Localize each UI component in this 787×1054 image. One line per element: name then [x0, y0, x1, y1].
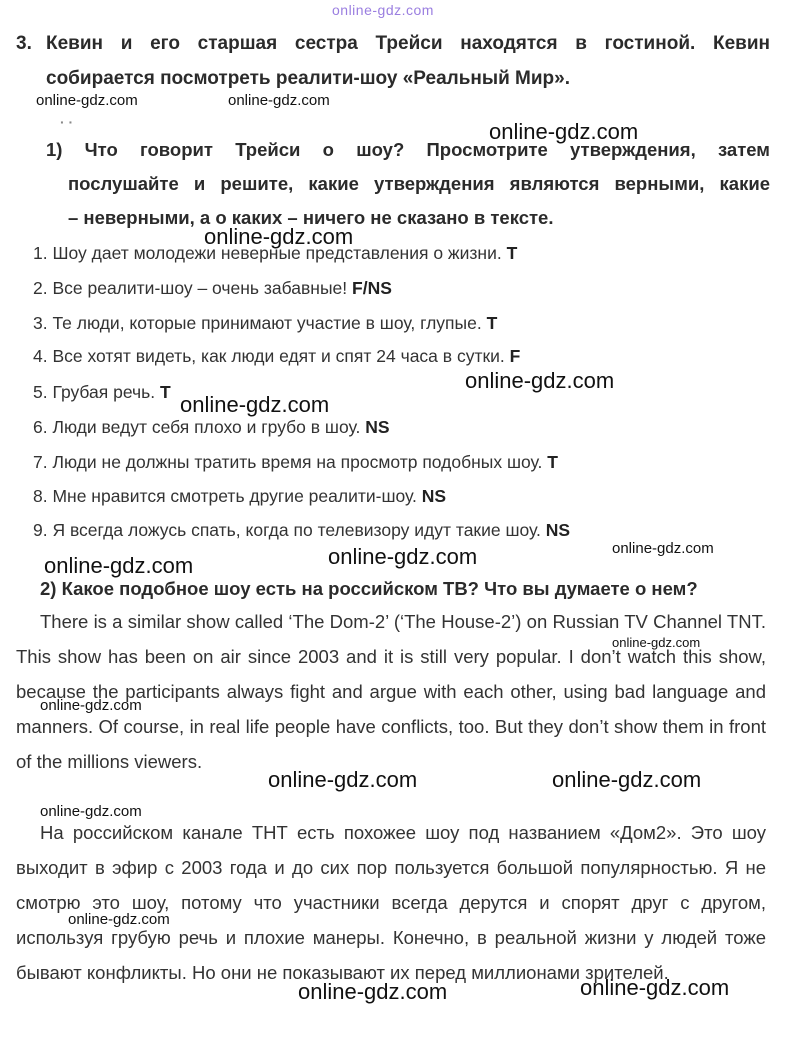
task-number: 3.	[16, 33, 32, 54]
answer-badge: T	[547, 452, 558, 472]
watermark: online-gdz.com	[40, 697, 142, 714]
list-item: 1. Шоу дает молодежи неверные представления о жизни. T	[33, 243, 518, 263]
list-item: 8. Мне нравится смотреть другие реалити-шоу. NS	[33, 486, 447, 506]
answer-badge: T	[159, 382, 171, 402]
answer-badge: T	[506, 243, 518, 263]
task-heading-line1: Кевин и его старшая сестра Трейси находятся в гостиной. Кевин	[46, 33, 770, 54]
question-2: 2) Какое подобное шоу есть на российском ТВ? Что вы думаете о нем?	[40, 578, 698, 599]
watermark: online-gdz.com	[552, 767, 702, 792]
english-answer-paragraph: There is a similar show called ‘The Dom-2’ (‘The House-2’) on Russian TV Channel TNT. This show has been on air since 2003 and it is still very popular. I don’t watch this show, because the participants always fight and argue with each other, using bad language and manners. Of course, in real life people have conflicts, too. But they don’t show them in front of the millions viewers.	[16, 611, 766, 772]
list-item: 7. Люди не должны тратить время на просмотр подобных шоу. T	[33, 452, 558, 472]
watermark: online-gdz.com	[298, 979, 448, 1004]
list-item: 2. Все реалити-шоу – очень забавные! F/NS	[33, 278, 392, 298]
answer-badge: F/NS	[352, 278, 392, 298]
list-item: 6. Люди ведут себя плохо и грубо в шоу. NS	[33, 417, 390, 437]
answer-badge: NS	[545, 520, 571, 540]
list-item: 4. Все хотят видеть, как люди едят и спят 24 часа в сутки. F	[33, 346, 521, 366]
question-1-line2: послушайте и решите, какие утверждения являются верными, какие	[68, 173, 770, 194]
watermark: online-gdz.com	[612, 635, 701, 650]
list-item: 5. Грубая речь. T	[33, 382, 171, 402]
watermark: online-gdz.com	[68, 911, 170, 928]
watermark: online-gdz.com	[44, 553, 194, 578]
list-item: 9. Я всегда ложусь спать, когда по телевизору идут такие шоу. NS	[33, 520, 571, 540]
watermark: online-gdz.com	[489, 119, 639, 144]
watermark: online-gdz.com	[40, 803, 142, 820]
answer-badge: NS	[365, 417, 390, 437]
task-heading-line2: собирается посмотреть реалити-шоу «Реальный Мир».	[46, 68, 571, 89]
watermark-top: online-gdz.com	[332, 2, 434, 18]
watermark: online-gdz.com	[204, 224, 354, 249]
watermark: online-gdz.com	[36, 92, 138, 109]
answer-badge: F	[509, 346, 521, 366]
watermark: online-gdz.com	[268, 767, 418, 792]
watermark: online-gdz.com	[328, 544, 478, 569]
decorative-dots: · ·	[60, 114, 74, 130]
answer-badge: T	[486, 313, 498, 333]
watermark: online-gdz.com	[228, 92, 330, 109]
watermark: online-gdz.com	[612, 540, 714, 557]
list-item: 3. Те люди, которые принимают участие в шоу, глупые. T	[33, 313, 498, 333]
watermark: online-gdz.com	[580, 975, 730, 1000]
watermark: online-gdz.com	[180, 392, 330, 417]
watermark: online-gdz.com	[465, 368, 615, 393]
russian-answer-paragraph: На российском канале ТНТ есть похожее шоу под названием «Дом2». Это шоу выходит в эфир с 2003 года и до сих пор пользуется большой популярностью. Я не смотрю это шоу, потому что участники всегда дерутся и спорят друг с другом, используя грубую речь и плохие манеры. Конечно, в реальной жизни у людей тоже бывают конфликты. Но они не показывают их перед миллионами зрителей.	[16, 822, 766, 983]
question-1-line1: 1) Что говорит Трейси о шоу? Просмотрите утверждения, затем	[46, 139, 770, 160]
answer-badge: NS	[421, 486, 447, 506]
question-1-line3: – неверными, а о каких – ничего не сказано в тексте.	[68, 207, 554, 228]
